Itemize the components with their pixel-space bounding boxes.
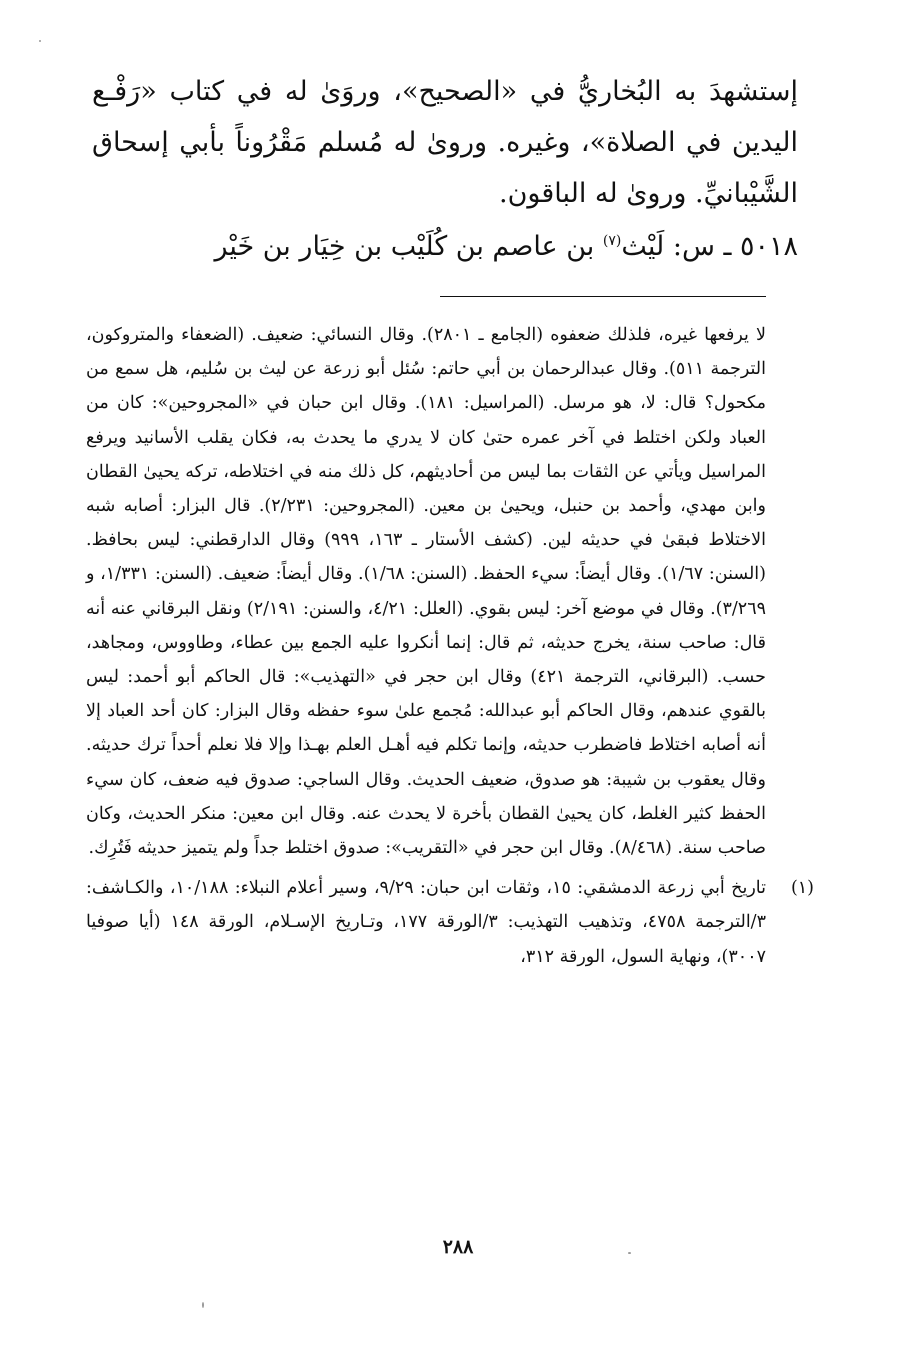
entry-lineage: بن عاصم بن كُلَيْب بن خِيَار بن خَيْر xyxy=(214,231,603,262)
scan-speck xyxy=(39,40,41,42)
footnotes xyxy=(86,318,814,974)
footnote-1-text: تاريخ أبي زرعة الدمشقي: ١٥، وثقات ابن حبان: ٩/٢٩، وسير أعلام النبلاء: ١٠/١٨٨، والكـاشف: ٣/الترجمة ٤٧٥٨، وتذهيب التهذيب: ٣/الورقة ١٧٧، وتـاريخ الإسـلام، الورقة ١٤٨ (أيا صوفيا ٣٠٠٧)، ونهاية السول، الورقة ٣١٢، xyxy=(86,878,766,967)
footnote-separator xyxy=(440,296,766,297)
scan-speck xyxy=(202,1302,204,1308)
footnote-number: (١) xyxy=(790,878,814,899)
page-number: ٢٨٨ xyxy=(442,1236,474,1258)
main-text xyxy=(92,66,798,272)
narrator-entry xyxy=(92,221,798,272)
footnote-1 xyxy=(86,871,814,974)
footnote-reference: (٧) xyxy=(602,233,622,249)
entry-heading: ٥٠١٨ ـ س: لَيْث xyxy=(621,231,798,262)
biography-paragraph: إستشهدَ به البُخاريُّ في «الصحيح»، وروَىٰ له في كتاب «رَفْـع اليدين في الصلاة»، وغيره. وروىٰ له مُسلم مَقْرُوناً بأبي إسحاق الشَّيْبانيِّ. وروىٰ له الباقون. xyxy=(92,76,798,209)
footnote-continuation: لا يرفعها غيره، فلذلك ضعفوه (الجامع ـ ٢٨٠١). وقال النسائي: ضعيف. (الضعفاء والمتروكون، الترجمة ٥١١). وقال عبدالرحمان بن أبي حاتم: سُئل أبو زرعة عن ليث بن سُليم، هل سمع من مكحول؟ قال: لا، هو مرسل. (المراسيل: ١٨١). وقال ابن حبان في «المجروحين»: كان من العباد ولكن اختلط في آخر عمره حتىٰ كان لا يدري ما يحدث به، فكان يقلب الأسانيد ويرفع المراسيل ويأتي عن الثقات بما ليس من أحاديثهم، كل ذلك منه في اختلاطه، تركه يحيىٰ القطان وابن مهدي، وأحمد بن حنبل، ويحيىٰ بن معين. (المجروحين: ٢/٢٣١). قال البزار: أصابه شبه الاختلاط فبقىٰ في حديثه لين. (كشف الأستار ـ ١٦٣، ٩٩٩) وقال الدارقطني: ليس بحافظ. (السنن: ١/٦٧). وقال أيضاً: سيء الحفظ. (السنن: ١/٦٨). وقال أيضاً: ضعيف. (السنن: ١/٣٣١، و ٣/٢٦٩). وقال في موضع آخر: ليس بقوي. (العلل: ٤/٢١، والسنن: ٢/١٩١) ونقل البرقاني عنه أنه قال: صاحب سنة، يخرج حديثه، ثم قال: إنما أنكروا عليه الجمع بين عطاء، وطاووس، ومجاهد، حسب. (البرقاني، الترجمة ٤٢١) وقال ابن حجر في «التهذيب»: قال الحاكم أبو أحمد: ليس بالقوي عندهم، وقال الحاكم أبو عبدالله: مُجمع علىٰ سوء حفظه وقال البزار: كان أحد العباد إلا أنه أصابه اختلاط فاضطرب حديثه، وإنما تكلم فيه أهـل العلم بهـذا وإلا فلا نعلم أحداً ترك حديثه. وقال يعقوب بن شيبة: هو صدوق، ضعيف الحديث. وقال الساجي: صدوق فيه ضعف، كان سيء الحفظ كثير الغلط، كان يحيىٰ القطان بأخرة لا يحدث عنه. وقال ابن معين: منكر الحديث، وكان صاحب سنة. (٨/٤٦٨). وقال ابن حجر في «التقريب»: صدوق اختلط جداً ولم يتميز حديثه فَتُرِك. xyxy=(86,325,767,859)
scan-speck xyxy=(628,1252,631,1254)
